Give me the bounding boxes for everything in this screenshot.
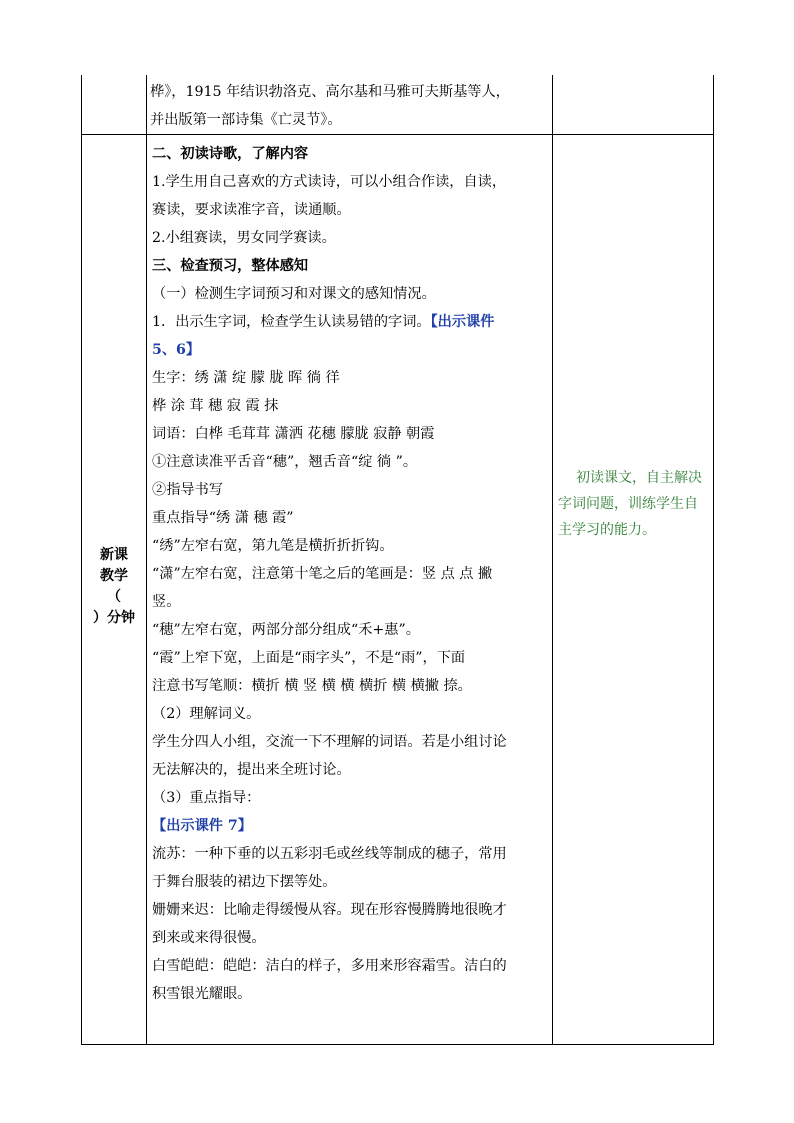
stage-label-line: 教学: [100, 568, 128, 584]
content-text: 三、检查预习，整体感知: [152, 258, 309, 274]
content-line: [152, 364, 550, 392]
content-text: 姗姗来迟：比喻走得缓慢从容。现在形容慢腾腾地很晚才: [152, 902, 507, 918]
content-text: ②指导书写: [152, 482, 223, 498]
content-text: 注意书写笔顺：横折 横 竖 横 横 横折 横 横撇 捺。: [152, 678, 472, 694]
content-text: 桦 涂 茸 穗 寂 霞 抹: [152, 398, 279, 414]
intent-line: 初读课文，自主解决: [576, 470, 702, 486]
content-text: 于舞台服装的裙边下摆等处。: [152, 874, 337, 890]
content-text: 学生分四人小组，交流一下不理解的词语。若是小组讨论: [152, 734, 507, 750]
prev-row-content: [150, 78, 550, 134]
stage-label-line: （: [107, 589, 121, 605]
courseware-tag: 【出示课件 7】: [152, 818, 252, 834]
content-line: [152, 252, 550, 280]
table-divider-1: [146, 75, 147, 1045]
content-line: [152, 784, 550, 812]
content-text: “穗”左窄右宽，两部分部分组成“禾+惠”。: [152, 622, 420, 638]
content-line: [152, 700, 550, 728]
content-text: “潇”左窄右宽，注意第十笔之后的笔画是：竖 点 点 撇: [152, 566, 493, 582]
content-line: [152, 756, 550, 784]
content-line: [152, 448, 550, 476]
content-text: 生字：绣 潇 绽 朦 胧 晖 徜 徉: [152, 370, 340, 386]
table-border-right: [713, 75, 714, 1045]
stage-label-cell: [82, 545, 146, 629]
content-line: [152, 196, 550, 224]
content-text: 竖。: [152, 594, 181, 610]
content-line: [152, 308, 550, 336]
content-text: （一）检测生字词预习和对课文的感知情况。: [152, 286, 436, 302]
content-line: [152, 140, 550, 168]
table-divider-2: [552, 75, 553, 1045]
table-row-separator: [81, 134, 714, 135]
content-line: [152, 672, 550, 700]
content-text: 二、初读诗歌，了解内容: [152, 146, 309, 162]
content-line: [152, 588, 550, 616]
content-line: [152, 504, 550, 532]
content-line: [152, 728, 550, 756]
teaching-content-cell: [152, 140, 550, 1008]
content-line: [152, 476, 550, 504]
content-text: 1．出示生字词，检查学生认读易错的字词。: [152, 314, 431, 330]
content-text: “霞”上窄下宽，上面是“雨字头”，不是“雨”，下面: [152, 650, 466, 666]
content-line: [152, 392, 550, 420]
content-text: （2）理解词义。: [152, 706, 261, 722]
content-line: [152, 952, 550, 980]
content-line: [152, 336, 550, 364]
content-line: [152, 868, 550, 896]
courseware-tag: 【出示课件: [430, 314, 495, 330]
content-text: 2.小组赛读，男女同学赛读。: [152, 230, 336, 246]
design-intent-cell: [558, 465, 713, 543]
content-text: ①注意读准平舌音“穗”，翘舌音“绽 徜 ”。: [152, 454, 418, 470]
intent-line: 主学习的能力。: [558, 522, 656, 538]
content-line: [152, 280, 550, 308]
content-text: 白雪皑皑：皑皑：洁白的样子，多用来形容霜雪。洁白的: [152, 958, 507, 974]
content-text: 到来或来得很慢。: [152, 930, 266, 946]
content-line: [152, 644, 550, 672]
content-line: [152, 168, 550, 196]
content-text: 流苏：一种下垂的以五彩羽毛或丝线等制成的穗子，常用: [152, 846, 507, 862]
text-line: 桦》，1915 年结识勃洛克、高尔基和马雅可夫斯基等人，: [150, 84, 510, 100]
content-line: [152, 980, 550, 1008]
content-line: [152, 616, 550, 644]
content-text: 无法解决的，提出来全班讨论。: [152, 762, 351, 778]
content-text: 1.学生用自己喜欢的方式读诗，可以小组合作读，自读，: [152, 174, 507, 190]
content-line: [152, 840, 550, 868]
content-line: [152, 924, 550, 952]
content-line: [152, 812, 550, 840]
content-line: [152, 560, 550, 588]
content-line: [152, 224, 550, 252]
content-text: （3）重点指导：: [152, 790, 261, 806]
intent-line: 字词问题，训练学生自: [558, 496, 698, 512]
content-text: 词语：白桦 毛茸茸 潇洒 花穗 朦胧 寂静 朝霞: [152, 426, 435, 442]
content-line: [152, 420, 550, 448]
table-border-bottom: [81, 1044, 714, 1045]
courseware-tag: 5、6】: [152, 342, 201, 358]
stage-label-line: 新课: [100, 547, 128, 563]
content-line: [152, 896, 550, 924]
content-text: 重点指导“绣 潇 穗 霞”: [152, 510, 294, 526]
content-text: 赛读，要求读准字音，读通顺。: [152, 202, 351, 218]
stage-label-line: ）分钟: [93, 610, 135, 626]
text-line: 并出版第一部诗集《亡灵节》。: [150, 112, 342, 128]
content-text: 积雪银光耀眼。: [152, 986, 252, 1002]
content-text: “绣”左窄右宽，第九笔是横折折折钩。: [152, 538, 394, 554]
content-line: [152, 532, 550, 560]
